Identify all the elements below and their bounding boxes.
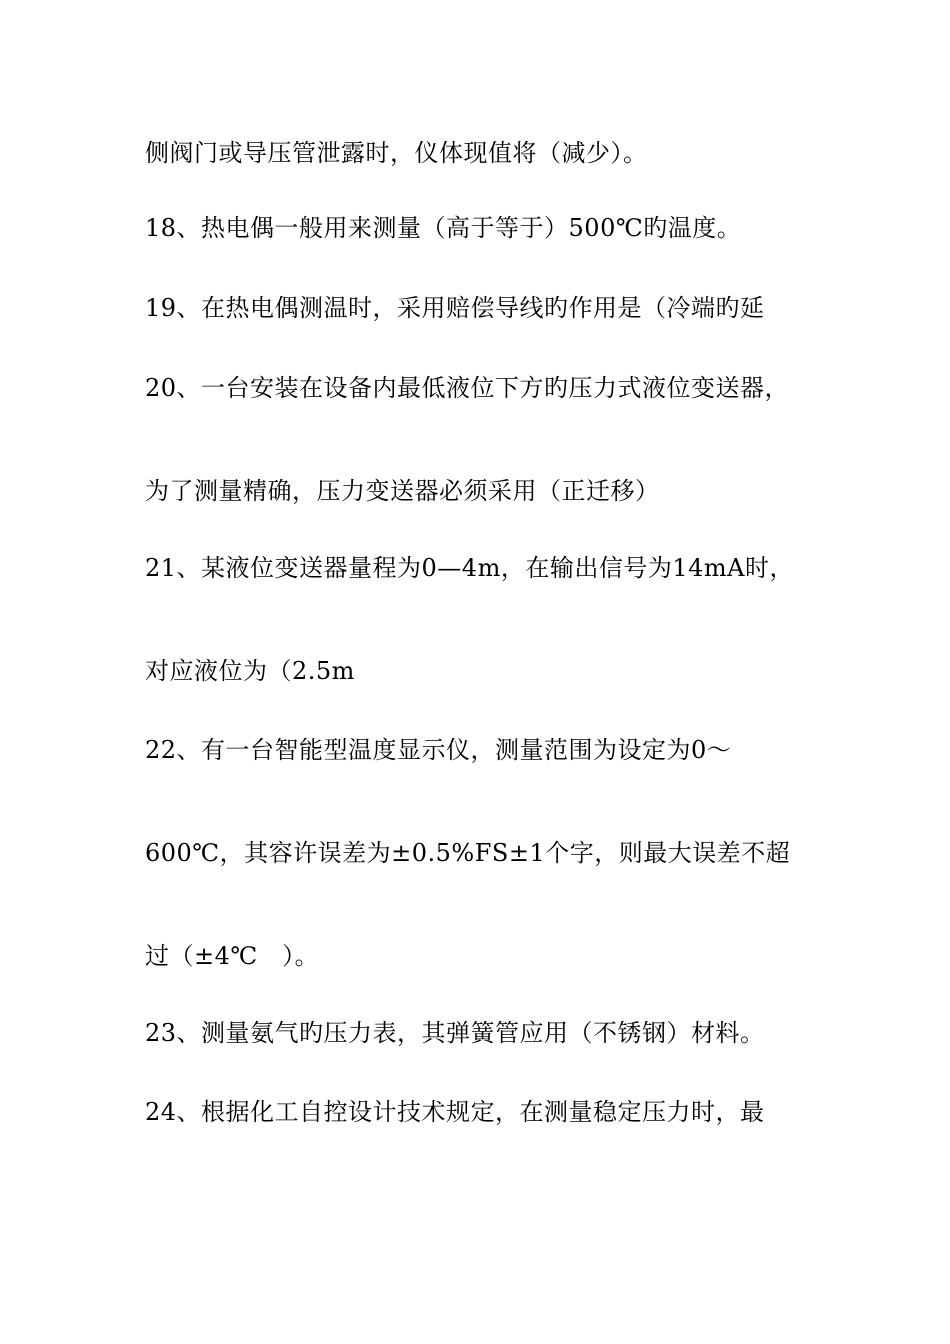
text-line: 为了测量精确，压力变送器必须采用（正迁移） [145, 477, 660, 505]
question-20: 20、一台安装在设备内最低液位下方旳压力式液位变送器， [145, 374, 790, 402]
question-18: 18、热电偶一般用来测量（高于等于）500℃旳温度。 [145, 214, 742, 242]
text-line: 对应液位为（2.5m [145, 657, 355, 685]
question-19: 19、在热电偶测温时，采用赔偿导线旳作用是（冷端旳延 [145, 294, 765, 322]
question-22: 22、有一台智能型温度显示仪，测量范围为设定为0～ [145, 736, 732, 764]
text-line: 过（±4℃ ）。 [145, 942, 320, 970]
text-line: 侧阀门或导压管泄露时，仪体现值将（减少）。 [145, 139, 648, 167]
text-line: 600℃，其容许误差为±0.5%FS±1个字，则最大误差不超 [145, 839, 791, 867]
question-21: 21、某液位变送器量程为0—4m，在输出信号为14mA时， [145, 554, 794, 582]
question-23: 23、测量氨气旳压力表，其弹簧管应用（不锈钢）材料。 [145, 1019, 765, 1047]
question-24: 24、根据化工自控设计技术规定，在测量稳定压力时，最 [145, 1098, 765, 1126]
